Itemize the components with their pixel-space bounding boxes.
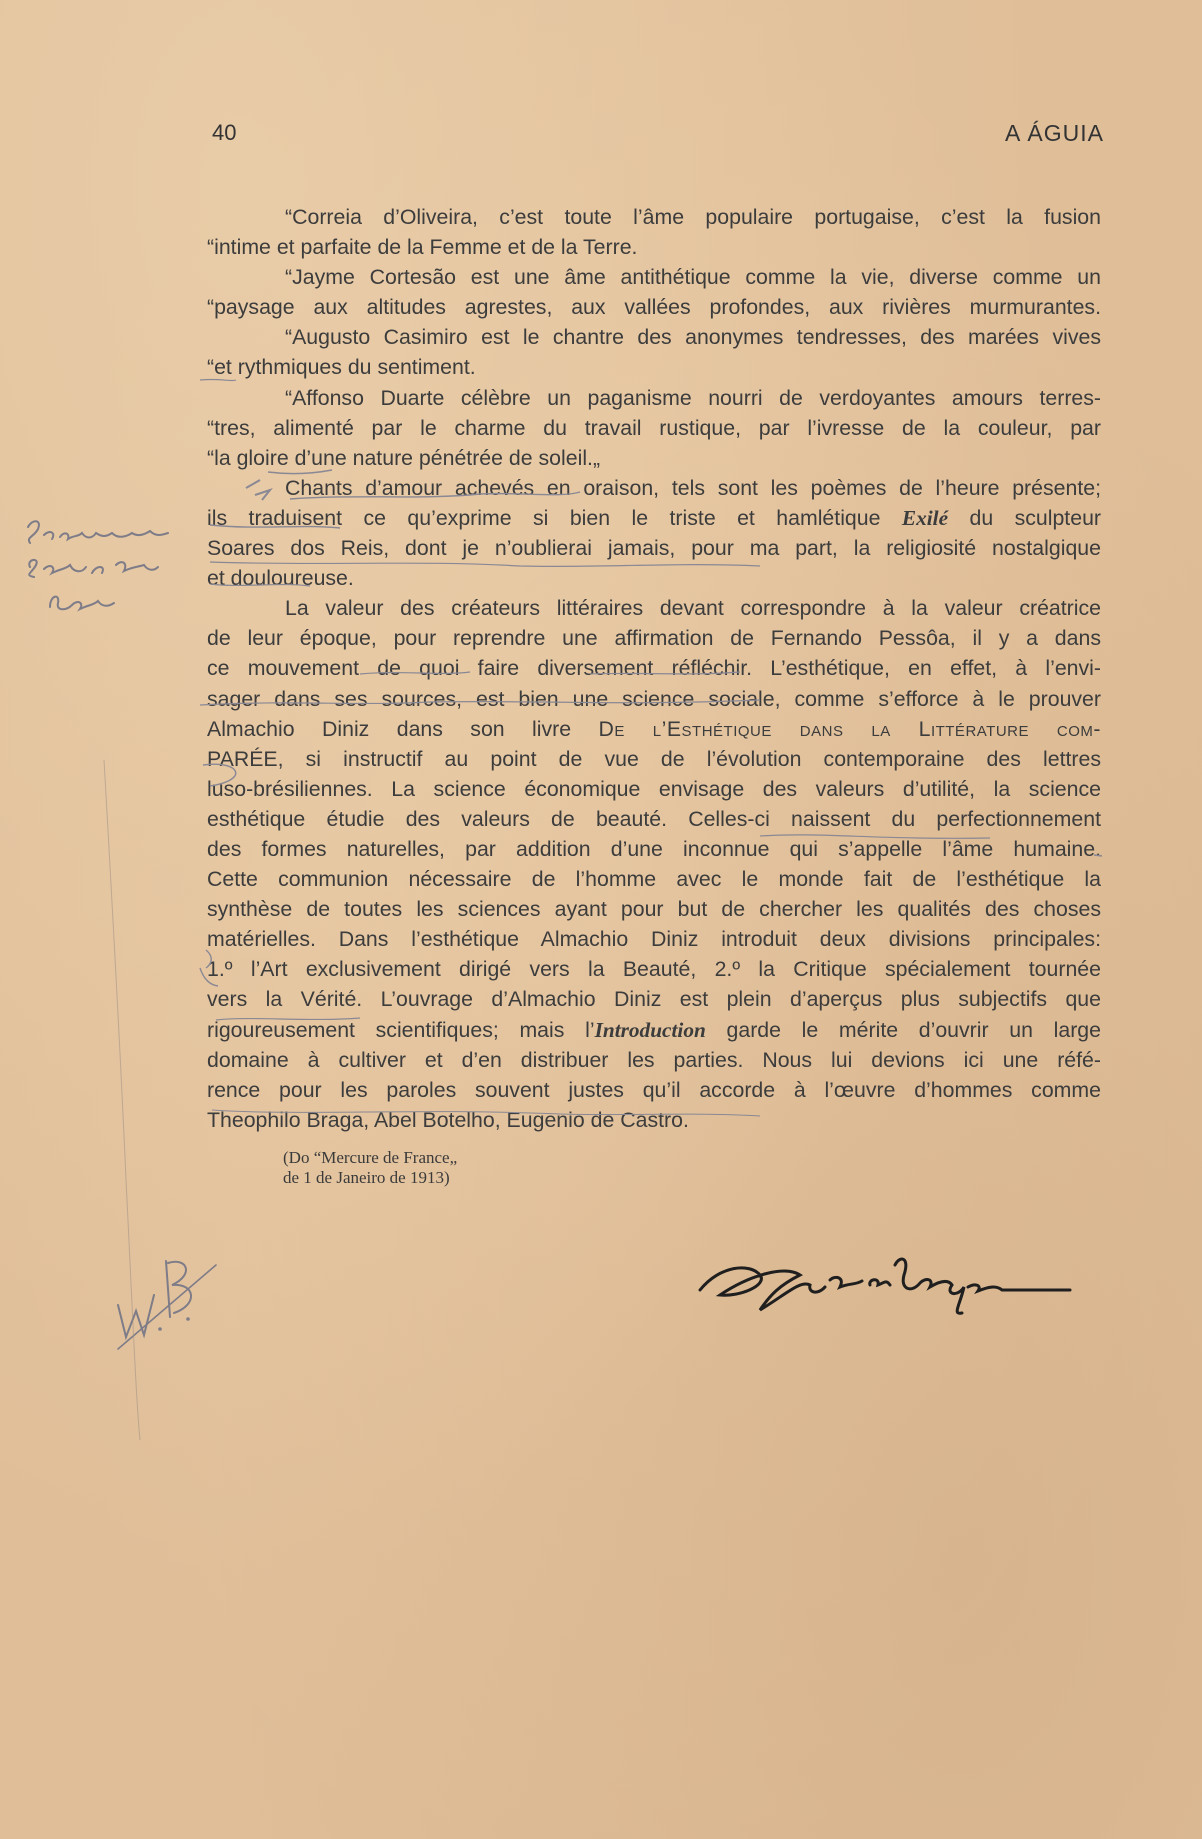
signature-image xyxy=(690,1235,1080,1325)
article-body xyxy=(207,202,1101,1135)
text-line: domaine à cultiver et d’en distribuer les parties. Nous lui devions ici une réfé- xyxy=(207,1047,1101,1072)
text-line: vers la Vérité. L’ouvrage d’Almachio Diniz est plein d’aperçus plus subjectifs que xyxy=(207,987,1101,1012)
text-line xyxy=(207,503,1101,533)
text-line: Chants d’amour achevés en oraison, tels sont les poèmes de l’heure présente; xyxy=(285,475,1101,500)
text-line: “la gloire d’une nature pénétrée de soleil.„ xyxy=(207,445,601,470)
text-line: “Augusto Casimiro est le chantre des anonymes tendresses, des marées vives xyxy=(285,325,1101,350)
sculpture-title: Exilé xyxy=(901,505,949,530)
citation-line: de 1 de Janeiro de 1913) xyxy=(283,1168,450,1187)
text-line: Theophilo Braga, Abel Botelho, Eugenio de Castro. xyxy=(207,1107,689,1132)
text-line: La valeur des créateurs littéraires devant correspondre à la valeur créatrice xyxy=(285,596,1101,621)
text-line: “Jayme Cortesão est une âme antithétique comme la vie, diverse comme un xyxy=(285,265,1101,290)
text-line: “Correia d’Oliveira, c’est toute l’âme populaire portugaise, c’est la fusion xyxy=(285,205,1101,229)
source-citation xyxy=(283,1148,457,1188)
page-header xyxy=(212,120,1104,154)
text-line: sager dans ses sources, est bien une science sociale, comme s’efforce à le prouver xyxy=(207,686,1101,711)
text-line: des formes naturelles, par addition d’une inconnue qui s’appelle l’âme humaine. xyxy=(207,836,1101,861)
text-line: rence pour les paroles souvent justes qu’il accorde à l’œuvre d’hommes comme xyxy=(207,1077,1101,1102)
text-line: synthèse de toutes les sciences ayant pour but de chercher les qualités des choses xyxy=(207,897,1101,922)
text-line: “et rythmiques du sentiment. xyxy=(207,355,476,380)
text-span: rigoureusement scientifiques; mais l’ xyxy=(207,1017,595,1042)
text-line xyxy=(207,1015,1101,1045)
text-line xyxy=(207,714,1101,744)
text-line: de leur époque, pour reprendre une affirmation de Fernando Pessôa, il y a dans xyxy=(207,626,1101,651)
text-line: “intime et parfaite de la Femme et de la Terre. xyxy=(207,235,638,260)
text-line: matérielles. Dans l’esthétique Almachio Diniz introduit deux divisions principales: xyxy=(207,927,1101,952)
text-line: “paysage aux altitudes agrestes, aux vallées profondes, aux rivières murmurantes. xyxy=(207,295,1101,320)
text-line: luso-brésiliennes. La science économique envisage des valeurs d’utilité, la science xyxy=(207,776,1101,801)
book-title: De l’Esthétique dans la Littérature com- xyxy=(598,716,1101,741)
text-line: ce mouvement de quoi faire diversement réfléchir. L’esthétique, en effet, à l’envi- xyxy=(207,656,1101,681)
introduction-title: Introduction xyxy=(594,1017,706,1042)
running-title: A ÁGUIA xyxy=(1004,120,1104,146)
text-line: “tres, alimenté par le charme du travail rustique, par l’ivresse de la couleur, par xyxy=(207,415,1101,440)
text-span: garde le mérite d’ouvrir un large xyxy=(705,1017,1101,1042)
text-line: et douloureuse. xyxy=(207,566,354,591)
citation-line: (Do “Mercure de France„ xyxy=(283,1148,458,1167)
text-span: Almachio Diniz dans son livre xyxy=(207,716,572,741)
text-span: ils traduisent ce qu’exprime si bien le triste et hamlétique xyxy=(207,505,881,530)
text-line: Cette communion nécessaire de l’homme avec le monde fait de l’esthétique la xyxy=(207,867,1101,892)
text-line: PARÉE, si instructif au point de vue de l’évolution contemporaine des lettres xyxy=(207,746,1101,771)
margin-annotation-image xyxy=(20,515,180,625)
text-line: esthétique étudie des valeurs de beauté. Celles-ci naissent du perfectionnement xyxy=(207,806,1101,831)
text-line: 1.º l’Art exclusivement dirigé vers la Beauté, 2.º la Critique spécialement tournée xyxy=(207,957,1101,982)
initials-annotation-image xyxy=(108,1225,228,1355)
text-line: Soares dos Reis, dont je n’oublierai jamais, pour ma part, la religiosité nostalgique xyxy=(207,536,1101,561)
page-number: 40 xyxy=(212,120,237,145)
text-line: “Affonso Duarte célèbre un paganisme nourri de verdoyantes amours terres- xyxy=(285,385,1101,410)
text-span: du sculpteur xyxy=(948,505,1102,530)
